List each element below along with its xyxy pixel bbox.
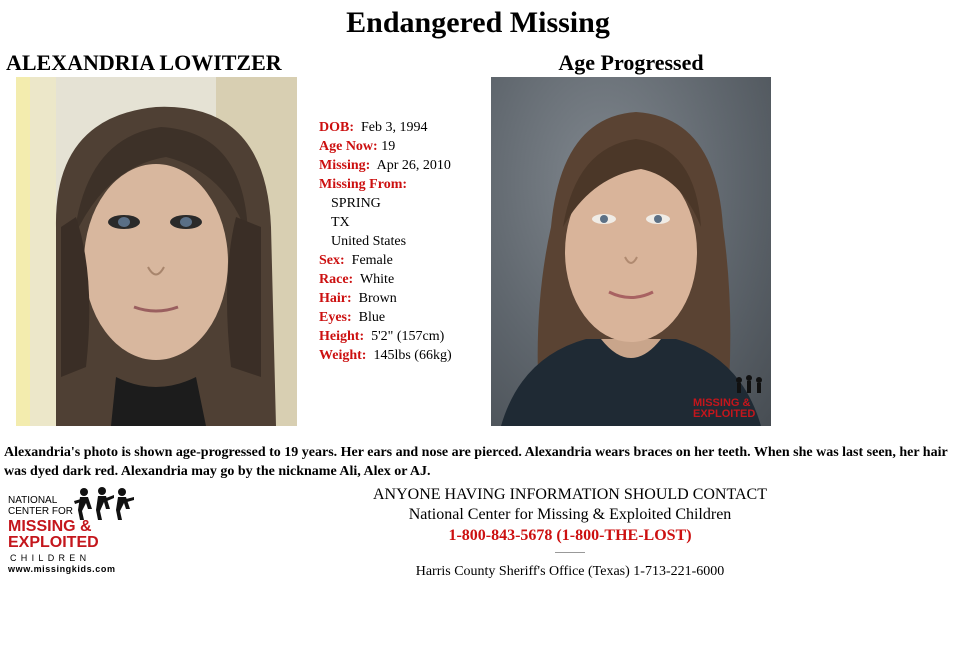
eyes-row [319,308,452,327]
hair-row [319,289,452,308]
dob-value: Feb 3, 1994 [361,120,428,135]
sex-value: Female [351,253,393,268]
height-row [319,327,452,346]
weight-label: Weight: [319,348,367,363]
race-row [319,270,452,289]
missing-from-row [319,175,452,194]
sex-label: Sex: [319,253,345,268]
logo-missing: MISSING & [8,518,92,535]
dob-row [319,118,452,137]
running-children-icon [72,487,136,521]
logo-url: www.missingkids.com [8,564,116,574]
missing-date-value: Apr 26, 2010 [376,158,451,173]
sex-row [319,251,452,270]
age-progressed-heading: Age Progressed [558,50,704,75]
watermark-line2: EXPLOITED [693,408,756,420]
missing-from-country: United States [331,234,407,249]
watermark-line1: MISSING & [693,397,751,409]
missing-from-label: Missing From: [319,177,408,192]
hotline-phone[interactable]: 1-800-843-5678 (1-800-THE-LOST) [448,527,692,544]
eyes-label: Eyes: [319,310,352,325]
eyes-value: Blue [358,310,386,325]
logo-exploited: EXPLOITED [8,534,99,551]
hair-value: Brown [358,291,397,306]
missing-date-label: Missing: [319,158,371,173]
details-panel [319,118,452,365]
contact-section [270,485,870,581]
age-now-label: Age Now: [319,139,378,154]
height-value: 5'2" (157cm) [371,329,445,344]
height-label: Height: [319,329,365,344]
weight-value: 145lbs (66kg) [373,348,452,363]
race-label: Race: [319,272,354,287]
poster-title: Endangered Missing [346,6,610,39]
age-now-value: 19 [381,139,396,154]
contact-organization: National Center for Missing & Exploited Children [408,506,732,523]
age-now-row [319,137,452,156]
missing-from-state: TX [331,215,350,230]
description: Alexandria's photo is shown age-progressed to 19 years. Her ears and nose are pierced. Alexandria wears braces on her teeth. When she was last seen, her hair was dyed dark red. Alexandria may go by the nickname Ali, Alex or AJ. [4,445,948,479]
hair-label: Hair: [319,291,352,306]
weight-row [319,346,452,365]
missing-from-city: SPRING [331,196,381,211]
race-value: White [359,272,395,287]
original-photo [16,77,297,426]
missing-person-name: ALEXANDRIA LOWITZER [6,50,282,75]
contact-divider [555,552,585,553]
logo-children: CHILDREN [10,553,91,563]
logo-national: NATIONAL [8,495,58,506]
local-agency-contact: Harris County Sheriff's Office (Texas) 1-713-221-6000 [415,564,725,579]
logo-center-for: CENTER FOR [8,506,73,517]
dob-label: DOB: [319,120,354,135]
age-progressed-photo [491,77,771,426]
contact-heading: ANYONE HAVING INFORMATION SHOULD CONTACT [373,486,767,503]
missing-date-row [319,156,452,175]
ncmec-logo[interactable] [6,487,140,579]
